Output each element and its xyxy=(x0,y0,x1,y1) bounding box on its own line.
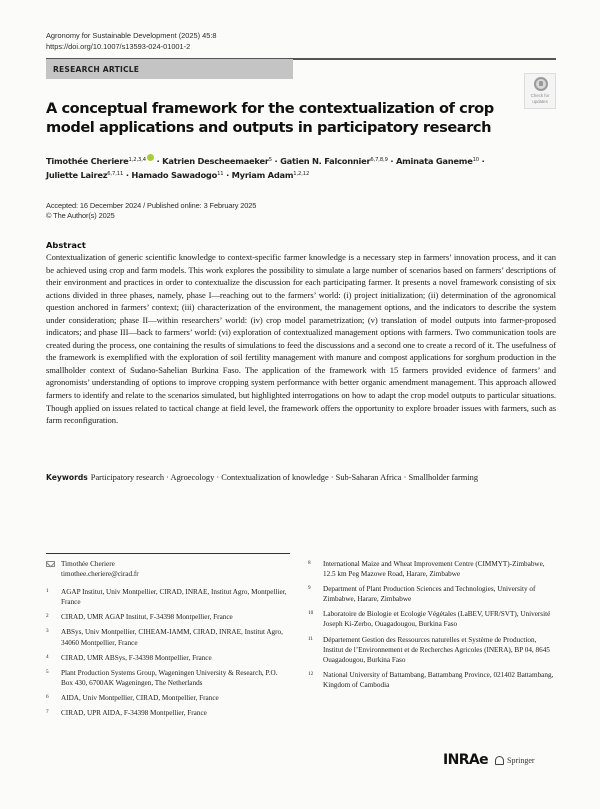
inrae-logo: INRAe xyxy=(443,752,489,768)
contact-name: Timothée Cheriere xyxy=(61,560,115,568)
orcid-icon[interactable] xyxy=(147,154,154,161)
footnote-rule xyxy=(46,553,290,554)
affiliations-left xyxy=(46,559,291,723)
mail-icon xyxy=(46,561,55,567)
springer-logo: Springer xyxy=(507,755,535,765)
keywords-text: Participatory research · Agroecology · Contextualization of knowledge · Sub-Saharan Africa · Smallholder farming xyxy=(90,473,479,482)
check-updates-line1: Check for xyxy=(530,93,550,98)
affiliation: 3 ABSys, Univ Montpellier, CIHEAM-IAMM, CIRAD, INRAE, Institut Agro, 34060 Montpellier, France xyxy=(46,628,283,647)
keywords xyxy=(46,472,526,485)
journal-citation: Agronomy for Sustainable Development (2025) 45:8 xyxy=(46,31,217,40)
accepted-published: Accepted: 16 December 2024 / Published online: 3 February 2025 xyxy=(46,201,257,210)
check-for-updates-icon xyxy=(534,77,548,91)
affiliation: 11 Département Gestion des Ressources naturelles et Système de Production, Institut de l’Environnement et de Recherches Agricoles (INERA), BP 04, 8645 Ouagadougou, Burkina Faso xyxy=(308,635,550,664)
affiliation: 12 National University of Battambang, Battambang Province, 021402 Battambang, Kingdom of Cambodia xyxy=(308,670,554,689)
check-updates-line2: updates xyxy=(532,98,548,104)
affiliation: 5 Plant Production Systems Group, Wageningen University & Research, P.O. Box 430, 6700AK Wageningen, The Netherlands xyxy=(46,668,278,687)
copyright: © The Author(s) 2025 xyxy=(46,211,115,220)
affiliation: 10 Laboratoire de Biologie et Ecologie Végétales (LaBEV, UFR/SVT), Université Joseph Ki-Zerbo, Ouagadougou, Burkina Faso xyxy=(308,610,551,629)
affiliation: 7 CIRAD, UPR AIDA, F-34398 Montpellier, France xyxy=(46,709,207,718)
affiliation: 1 AGAP Institut, Univ Montpellier, CIRAD, INRAE, Institut Agro, Montpellier, France xyxy=(46,588,287,607)
author[interactable]: Timothée Cheriere$^{1,2,3,4}$ xyxy=(46,156,154,166)
author[interactable]: Juliette Lairez$^{6,7,11}$ xyxy=(46,170,124,180)
author[interactable]: Katrien Descheemaeker$^5$ xyxy=(162,156,272,166)
author[interactable]: Hamado Sawadogo$^{11}$ xyxy=(131,170,224,180)
author[interactable]: Gatien N. Falconnier$^{6,7,8,9}$ xyxy=(280,156,388,166)
affiliations-right xyxy=(308,559,558,695)
publisher-logos xyxy=(443,752,535,768)
affiliation: 8 International Maize and Wheat Improvement Centre (CIMMYT)-Zimbabwe, 12.5 km Peg Mazowe Road, Harare, Zimbabwe xyxy=(308,560,545,579)
affiliation: 6 AIDA, Univ Montpellier, CIRAD, Montpellier, France xyxy=(46,693,219,702)
author-list: Timothée Cheriere$^{1,2,3,4}$ · Katrien Descheemaeker$^5$ · Gatien N. Falconnier$^{6,7,8,9}$ · Aminata Ganeme$^{10}$ · Juliette Lairez$^{6,7,11}$ · Hamado Sawadogo$^{11}$ · Myriam Adam$^{1,2,12}$ xyxy=(46,156,485,180)
corresponding-author xyxy=(46,559,291,579)
publication-dates xyxy=(46,201,256,221)
affiliation: 4 CIRAD, UMR ABSys, F-34398 Montpellier, France xyxy=(46,653,212,662)
abstract-text: Contextualization of generic scientific knowledge to context-specific farmer knowledge is a necessary step in farmers’ innovation process, and it can be achieved using crop and farm models. This work explores the possibility to simulate a large number of scenarios based on farmers’ descriptions of their environment and practices in order to contextualize the discussion for each participating farmer. It presents a novel framework consisting of six actions divided in three phases, namely, phase I—reaching out to the farmers’ world: (i) project initialization; (ii) determination of the agronomical question anchored in farmers’ context; (iii) characterization of the environment, the management options, and the indicators to describe the system under consideration; phase II—within researchers’ world: (iv) crop model parametrization; (v) translation of model outputs into farmer-proposed indicators; and phase III—back to farmers’ world: (vi) exploration of contextualized management options with farmers. Two communication tools are created during the process, one containing the results of simulations to feed the discussions and a second one to create a record of it. The usefulness of the framework is exemplified with the exploration of soil fertility management with manure and compost applications for sorghum production in the smallholder context of Sudano-Sahelian Burkina Faso. The application of the framework with 15 farmers provided evidence of farmers’ and agronomists’ understanding of options to improve cropping system performance with better organic amendment management. This approach allowed farmers to identify and relate to the scenarios simulated, but highlighted interrogations on how to adapt the crop model outputs to particular situations. Though applied on issues related to tactical change at field level, the framework offers the opportunity to explore broader issues with farmers, such as farm reconfiguration. xyxy=(46,252,556,426)
author[interactable]: Aminata Ganeme$^{10}$ xyxy=(395,156,479,166)
doi-link[interactable]: https://doi.org/10.1007/s13593-024-01001-2 xyxy=(46,42,191,51)
journal-header xyxy=(46,30,217,52)
affiliation: 2 CIRAD, UMR AGAP Institut, F-34398 Montpellier, France xyxy=(46,613,233,622)
contact-email[interactable]: timothee.cheriere@cirad.fr xyxy=(61,570,139,579)
paper-title: A conceptual framework for the contextualization of crop model applications and outputs in participatory research xyxy=(46,100,494,136)
author[interactable]: Myriam Adam$^{1,2,12}$ xyxy=(231,170,310,180)
affiliation: 9 Department of Plant Production Sciences and Technologies, University of Zimbabwe, Harare, Zimbabwe xyxy=(308,585,536,604)
article-type-banner: RESEARCH ARTICLE xyxy=(46,59,293,79)
springer-horse-icon xyxy=(495,756,504,765)
keywords-label: Keywords xyxy=(46,473,88,482)
abstract-heading: Abstract xyxy=(46,240,86,250)
